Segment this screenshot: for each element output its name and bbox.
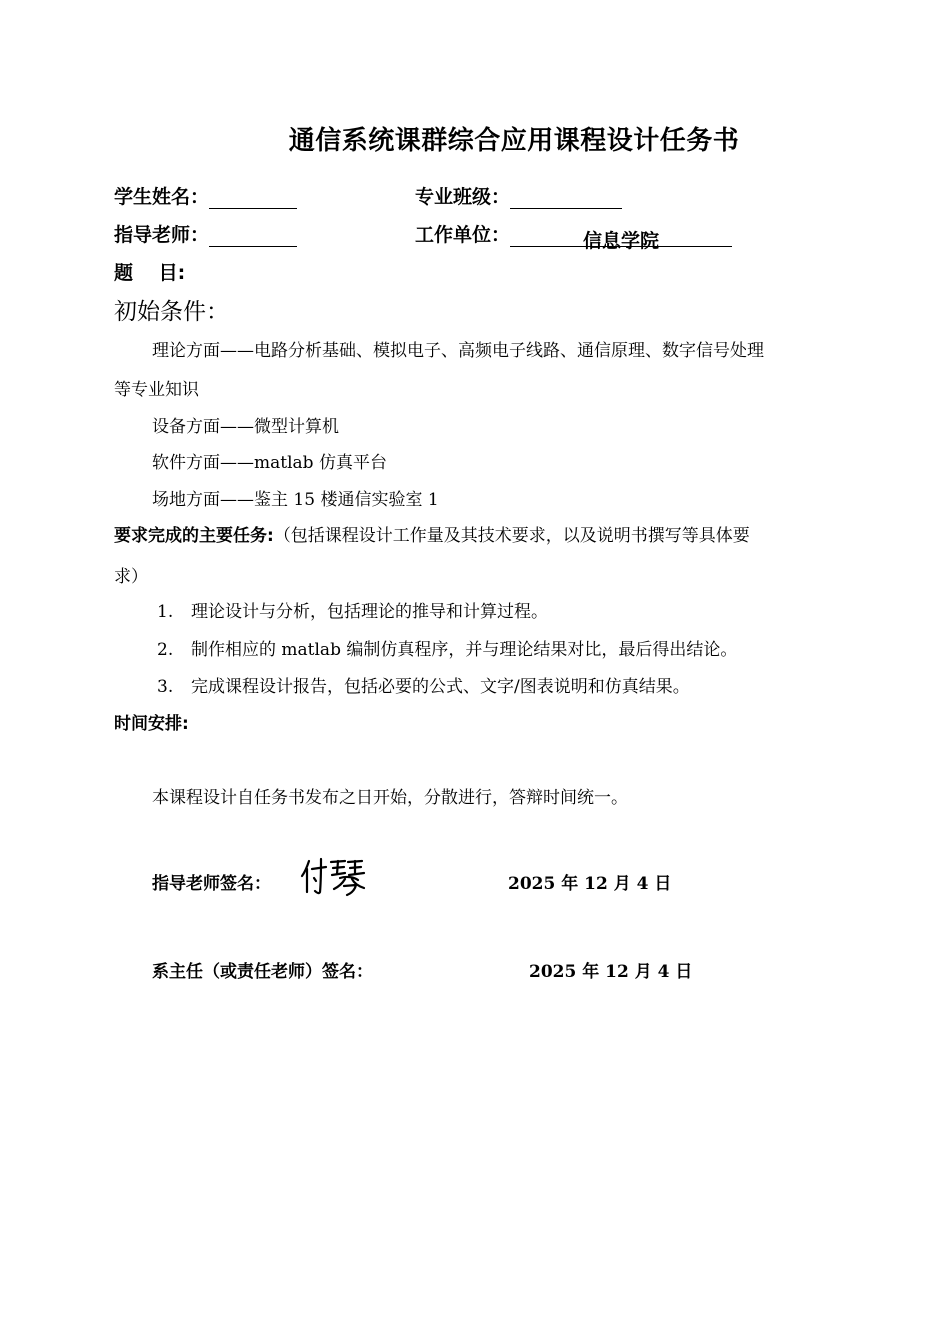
handwritten-signature [300,854,372,898]
student-name-field [114,182,297,209]
student-name-blank [209,188,297,209]
schedule-heading: 时间安排: [114,714,189,734]
list-item [157,635,737,660]
student-name-label: 学生姓名： [114,186,210,208]
topic-label: 题 目: [114,262,186,284]
tasks-intro-line1: （包括课程设计工作量及其技术要求，以及说明书撰写等具体要 [273,526,750,546]
unit-value: 信息学院 [510,226,732,247]
page-title: 通信系统课群综合应用课程设计任务书 [288,126,740,156]
conditions-theory-line2: 等专业知识 [114,380,199,400]
conditions-equipment: 设备方面——微型计算机 [152,417,339,437]
class-label: 专业班级： [415,186,511,208]
class-field [415,182,622,209]
conditions-venue: 场地方面——鉴主 15 楼通信实验室 1 [152,490,439,510]
tasks-intro-line2: 求） [114,567,148,587]
list-item-number: 1. [157,602,174,622]
list-item-text: 理论设计与分析，包括理论的推导和计算过程。 [191,602,548,622]
list-item [157,597,548,622]
advisor-blank [209,226,297,247]
tasks-intro [114,521,750,546]
director-signature-date: 2025 年 12 月 4 日 [529,962,693,982]
conditions-theory-line1: 理论方面——电路分析基础、模拟电子、高频电子线路、通信原理、数字信号处理 [152,341,764,361]
director-signature-label: 系主任（或责任老师）签名： [152,962,373,982]
tasks-heading: 要求完成的主要任务: [114,526,274,546]
class-blank [510,188,622,209]
list-item-number: 2. [157,640,174,660]
advisor-signature-date: 2025 年 12 月 4 日 [508,874,672,894]
advisor-label: 指导老师： [114,224,210,246]
conditions-software: 软件方面——matlab 仿真平台 [152,453,387,473]
schedule-text: 本课程设计自任务书发布之日开始，分散进行，答辩时间统一。 [152,788,628,808]
unit-label: 工作单位： [415,224,511,246]
advisor-field [114,220,297,247]
list-item-text: 完成课程设计报告，包括必要的公式、文字/图表说明和仿真结果。 [191,677,690,697]
list-item-text: 制作相应的 matlab 编制仿真程序，并与理论结果对比，最后得出结论。 [191,640,738,660]
unit-field [415,220,732,252]
conditions-heading: 初始条件： [114,299,229,325]
list-item-number: 3. [157,677,174,697]
list-item [157,672,690,697]
advisor-signature-label: 指导老师签名： [152,874,271,894]
